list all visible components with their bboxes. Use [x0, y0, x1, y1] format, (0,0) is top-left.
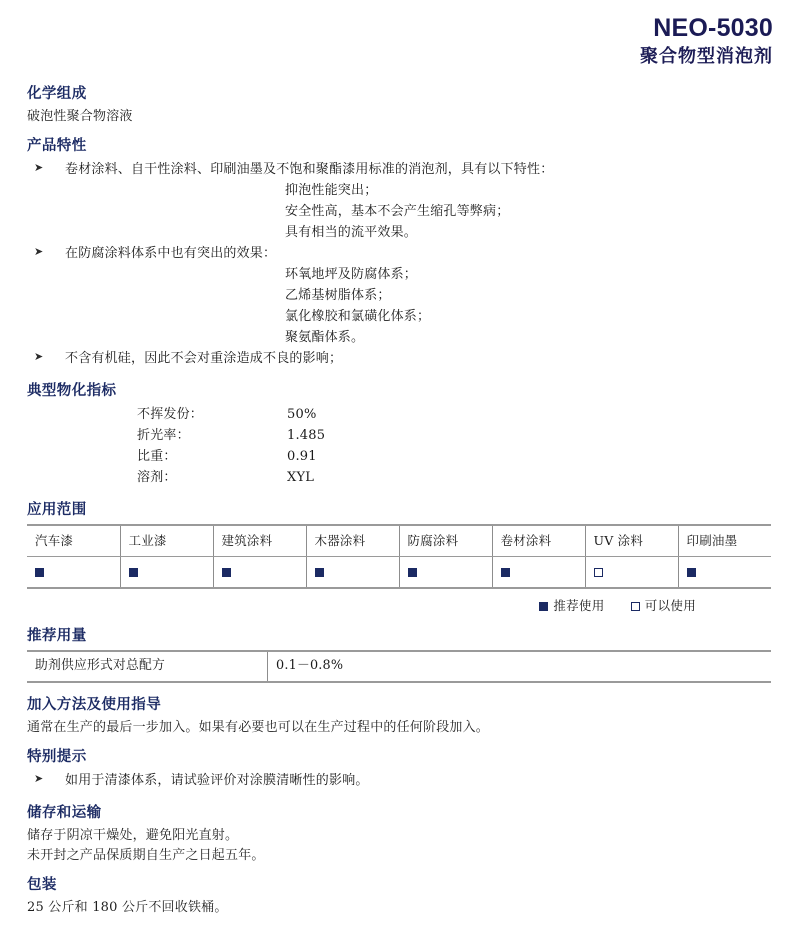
table-row — [27, 651, 771, 682]
filled-square-icon — [222, 568, 231, 577]
dosage-value-cell: 0.1－0.8% — [268, 651, 772, 682]
typical-properties-list — [27, 404, 770, 488]
legend-item-recommended — [539, 596, 604, 614]
spec-key: 折光率： — [137, 428, 190, 444]
feature-sub-list — [27, 180, 770, 243]
feature-main-text: 不含有机硅，因此不会对重涂造成不良的影响； — [65, 351, 343, 367]
list-item — [27, 348, 770, 369]
spec-key: 溶剂： — [137, 470, 177, 486]
table-cell-mark — [585, 557, 678, 589]
section-heading-storage: 储存和运输 — [27, 803, 102, 821]
table-header-cell: 汽车漆 — [27, 525, 120, 557]
product-code: NEO-5030 — [653, 14, 773, 42]
packaging-text: 25 公斤和 180 公斤不回收铁桶。 — [27, 899, 228, 915]
list-item — [27, 467, 770, 488]
list-item — [27, 404, 770, 425]
hollow-square-icon — [594, 568, 603, 577]
spec-value: 1.485 — [287, 428, 326, 444]
table-cell-mark — [120, 557, 213, 589]
section-heading-packaging: 包装 — [27, 876, 57, 894]
section-product-features — [27, 137, 770, 369]
spec-key: 不挥发份： — [137, 407, 204, 423]
arrow-bullet-icon: ➤ — [34, 771, 44, 785]
table-cell-mark — [492, 557, 585, 589]
section-heading-composition: 化学组成 — [27, 85, 87, 103]
feature-sub-text: 安全性高，基本不会产生缩孔等弊病； — [285, 203, 510, 219]
feature-sub-text: 抑泡性能突出； — [285, 182, 378, 198]
table-cell-mark — [27, 557, 120, 589]
special-note-text: 如用于清漆体系，请试验评价对涂膜清晰性的影响。 — [65, 772, 369, 788]
table-row — [27, 557, 771, 589]
section-chemical-composition — [27, 85, 770, 127]
list-item — [27, 425, 770, 446]
section-storage-transport — [27, 804, 770, 866]
table-header-cell: 工业漆 — [120, 525, 213, 557]
product-subtitle: 聚合物型消泡剂 — [640, 45, 773, 67]
section-packaging — [27, 876, 770, 918]
filled-square-icon — [35, 568, 44, 577]
section-heading-dosage: 推荐用量 — [27, 627, 87, 645]
table-header-cell: 印刷油墨 — [678, 525, 771, 557]
section-heading-special-note: 特别提示 — [27, 748, 87, 766]
feature-sub-list — [27, 264, 770, 348]
table-cell-mark — [399, 557, 492, 589]
section-heading-addition-method: 加入方法及使用指导 — [27, 696, 162, 714]
composition-text: 破泡性聚合物溶液 — [27, 108, 133, 124]
application-table-wrap — [27, 524, 770, 589]
features-list — [27, 159, 770, 369]
feature-main-row — [27, 348, 770, 369]
table-header-cell: 木器涂料 — [306, 525, 399, 557]
spec-value: 0.91 — [287, 449, 317, 465]
section-recommended-dosage — [27, 627, 770, 683]
table-header-cell: 卷材涂料 — [492, 525, 585, 557]
legend-label: 可以使用 — [644, 598, 696, 614]
spec-key: 比重： — [137, 449, 177, 465]
list-item — [27, 159, 770, 243]
table-header-cell: UV 涂料 — [585, 525, 678, 557]
application-table — [27, 524, 771, 589]
arrow-bullet-icon: ➤ — [34, 245, 44, 259]
filled-square-icon — [129, 568, 138, 577]
table-header-row — [27, 525, 771, 557]
feature-sub-text: 聚氨酯体系。 — [285, 330, 365, 346]
feature-main-row — [27, 243, 770, 264]
application-legend — [27, 596, 770, 614]
section-special-note — [27, 748, 770, 791]
filled-square-icon — [501, 568, 510, 577]
feature-sub-text: 具有相当的流平效果。 — [285, 225, 418, 241]
legend-label: 推荐使用 — [553, 598, 605, 614]
filled-square-icon — [408, 568, 417, 577]
legend-item-usable — [631, 596, 696, 614]
table-cell-mark — [213, 557, 306, 589]
section-heading-typical-properties: 典型物化指标 — [27, 382, 117, 400]
dosage-table — [27, 650, 771, 683]
feature-sub-text: 氯化橡胶和氯磺化体系； — [285, 309, 431, 325]
filled-square-icon — [687, 568, 696, 577]
section-heading-application: 应用范围 — [27, 501, 87, 519]
section-application-range — [27, 501, 770, 614]
feature-main-text: 卷材涂料、自干性涂料、印刷油墨及不饱和聚酯漆用标准的消泡剂，具有以下特性： — [65, 161, 554, 177]
list-item — [27, 243, 770, 348]
section-typical-properties — [27, 382, 770, 488]
arrow-bullet-icon: ➤ — [34, 160, 44, 174]
filled-square-icon — [315, 568, 324, 577]
storage-line: 储存于阴凉干燥处，避免阳光直射。 — [27, 827, 239, 843]
table-cell-mark — [678, 557, 771, 589]
dosage-label-cell: 助剂供应形式对总配方 — [27, 651, 268, 682]
table-header-cell: 防腐涂料 — [399, 525, 492, 557]
filled-square-icon — [539, 602, 548, 611]
list-item — [27, 446, 770, 467]
spec-value: XYL — [287, 470, 315, 486]
feature-sub-text: 乙烯基树脂体系； — [285, 288, 391, 304]
spec-value: 50% — [287, 407, 317, 423]
feature-sub-text: 环氧地坪及防腐体系； — [285, 267, 418, 283]
document-body — [0, 85, 800, 918]
addition-method-text: 通常在生产的最后一步加入。如果有必要也可以在生产过程中的任何阶段加入。 — [27, 719, 490, 735]
feature-main-text: 在防腐涂料体系中也有突出的效果： — [65, 246, 277, 262]
section-heading-features: 产品特性 — [27, 137, 87, 155]
feature-main-row — [27, 159, 770, 180]
table-header-cell: 建筑涂料 — [213, 525, 306, 557]
table-cell-mark — [306, 557, 399, 589]
document-header — [0, 0, 800, 69]
section-addition-method — [27, 696, 770, 738]
special-note-row — [27, 770, 770, 791]
hollow-square-icon — [631, 602, 640, 611]
arrow-bullet-icon: ➤ — [34, 350, 44, 364]
storage-line: 未开封之产品保质期自生产之日起五年。 — [27, 847, 265, 863]
